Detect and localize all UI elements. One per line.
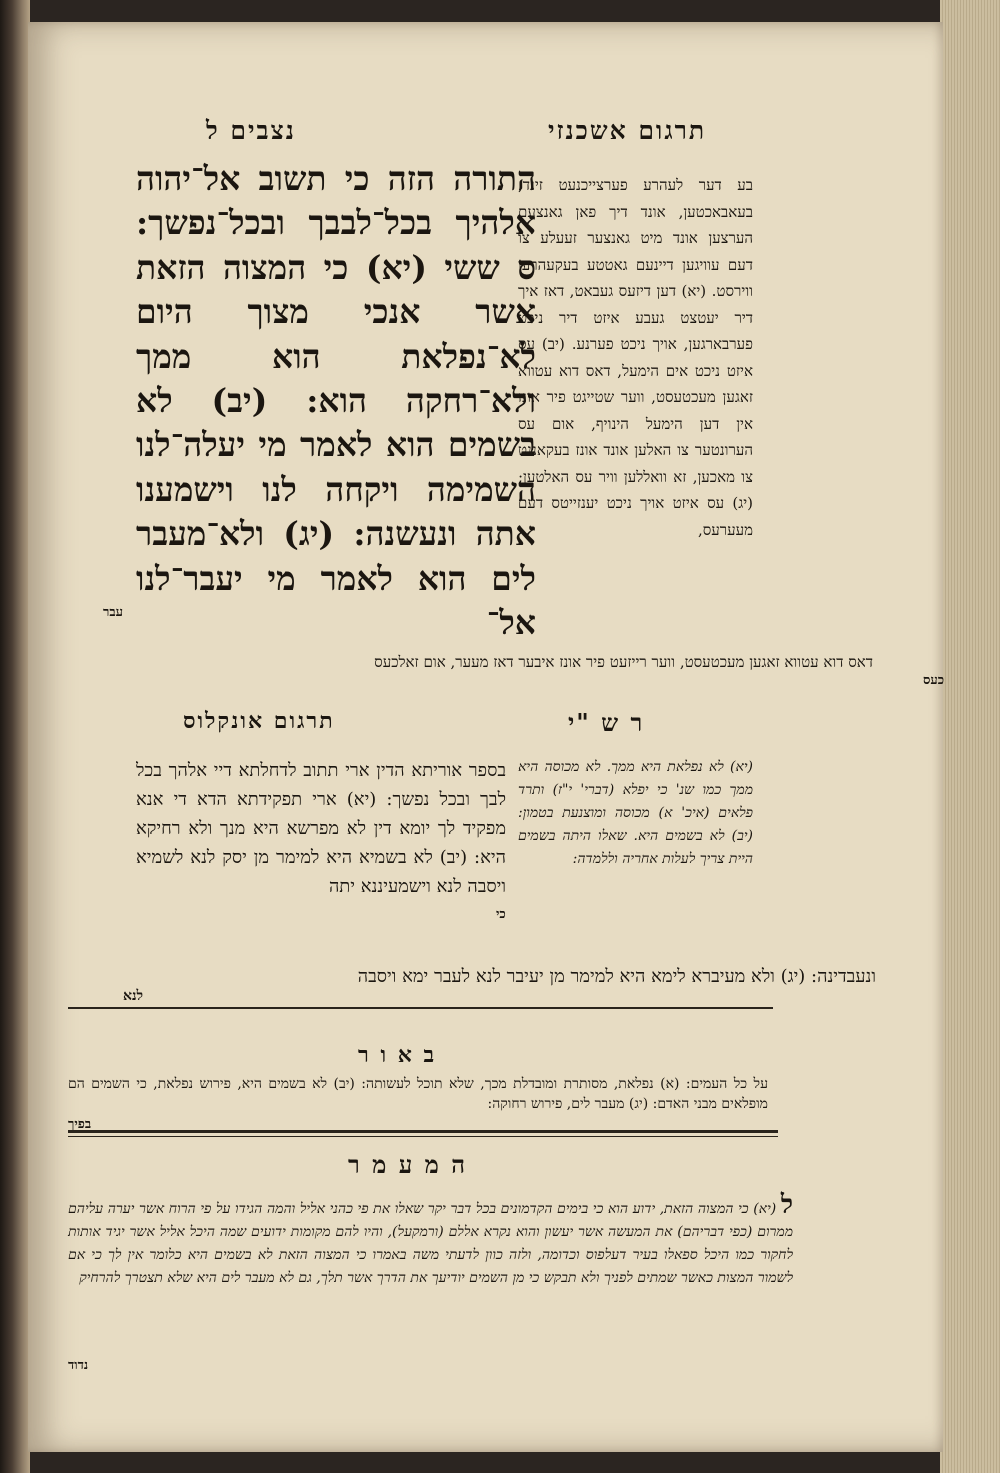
rashi-column: (יא) לא נפלאת היא ממך. לא מכוסה היא ממך כמו שנ' כי יפלא (דברי' י"ז) ותרד פלאים (איכ' א) מכוסה ומוצנעת בטמון: (יב) לא בשמים היא. שאלו היתה בשמים היית צריך לעלות אחריה וללמדה: — [518, 759, 753, 867]
meamar-initial-letter: ל — [780, 1190, 793, 1220]
torah-main-text: התורה הזה כי תשוב אל־יהוה אלהיך בכל־לבבך ובכל־נפשך: ס ששי (יא) כי המצוה הזאת אשר אנכי מצוך היום לא־נפלאת הוא ממך ולא־רחקה הוא: (יב) לא בשמים הוא לאמר מי יעלה־לנו השמימה ויקחה לנו וישמענו אתה ונעשנה: (יג) ולא־מעבר לים הוא לאמר מי יעבר־לנו אל־ — [136, 159, 536, 643]
parasha-header: נצבים ל — [206, 116, 296, 145]
yiddish-translation-header: תרגום אשכנזי — [548, 116, 707, 145]
rashi-title: ר ש "י — [568, 708, 645, 737]
onkelos-column: בספר אוריתא הדין ארי תתוב לדחלתא דיי אלהך בכל לבך ובכל נפשך: (יא) ארי תפקידתא הדא די אנא מפקיד לך יומא דין לא מפרשא היא מנך ולא רחיקא היא: (יב) לא בשמיא היא למימר מן יסק לנא לשמיא ויסבה לנא וישמעיננא יתה — [136, 760, 506, 897]
meamar-title: ה מ ע מ ר — [348, 1150, 468, 1179]
page-fore-edge — [940, 0, 1000, 1473]
meamar-catchword: נדוד — [68, 1358, 89, 1373]
section-divider-thick — [68, 1130, 778, 1133]
book-page — [28, 22, 943, 1452]
onkelos-continuation: ונעבדינה: (יג) ולא מעיברא לימא היא למימר מן יעיבר לנא לעבר ימא ויסבה — [357, 966, 876, 987]
onkelos-catchword: לנא — [123, 988, 144, 1004]
meamar-body: (יא) כי המצוה הזאת, ידוע הוא כי בימים הקדמונים בכל דבר יקר שאלו את פי כהני אליל והמה הגידו על פי הרוח אשר יערה עליהם ממרום (כפי דבריהם) את המעשה אשר יעשון והוא נקרא אללם (ורמקעל), והיו להם מקומות ידועים שמה היכל אליל אשר יגיד אותות לחקור כמו היכל ספאלו בעיר דעלפוס וכדומה, ולזה כוון לדעתי משה באמרו כי המצוה הזאת לא בשמים היא כלומר אין לך כי אם לשמור המצות כאשר שמתים לפניך ולא תבקש כי מן השמים יודיעך את הדרך אשר תלך, גם לא מעבר לים היא שלא תצטרך להרחיק — [68, 1201, 793, 1286]
beur-title: ב א ו ר — [358, 1042, 437, 1068]
beur-catchword: בפיך — [68, 1117, 92, 1132]
section-divider-top — [68, 1007, 773, 1009]
yiddish-catchword: כעס — [923, 673, 945, 688]
beur-text: על כל העמים: (א) נפלאת, מסותרת ומובדלת מכך, שלא תוכל לעשותה: (יב) לא בשמים היא, פירוש נפלאת, כי השמים הם מופלאים מבני האדם: (יג) מעבר לים, פירוש רחוקה: — [68, 1076, 768, 1112]
rashi-catchword: כי — [496, 907, 506, 922]
book-binding — [0, 0, 30, 1473]
onkelos-title: תרגום אונקלוס — [183, 708, 335, 734]
torah-catchword: עבר — [103, 605, 124, 620]
yiddish-translation-column: בע דער לעהרע פערצייכנעט זינד, בעאבאכטען, אונד דיך פאן גאנצעם הערצען אונד מיט גאנצער זעעלע צו דעם עוויגען דיינעם גאטטע בעקעהרען ווירסט. (יא) דען דיזעס געבאט, דאז איך דיר יעטצט געבע איזט דיר ניכט פערבארגען, אויך ניכט פערנע. (יב) עס איזט ניכט אים הימעל, דאס דוא עטווא זאגען מעכטעסט, ווער שטייגט פיר אונז אין דען הימעל הינויף, אום עס הערונטער צו האלען אונד אונז בעקאננט צו מאכען, זא וואללען וויר עס האלטען; (יג) עס איזט אויך ניכט יענזייטס דעם מעערעס, — [518, 176, 753, 539]
yiddish-translation-continuation: דאס דוא עטווא זאגען מעכטעסט, ווער רייזעט פיר אונז איבער דאז מעער, אום זאלכעס — [374, 653, 873, 671]
section-divider-thin — [68, 1136, 778, 1137]
meamar-text — [68, 1190, 793, 1290]
